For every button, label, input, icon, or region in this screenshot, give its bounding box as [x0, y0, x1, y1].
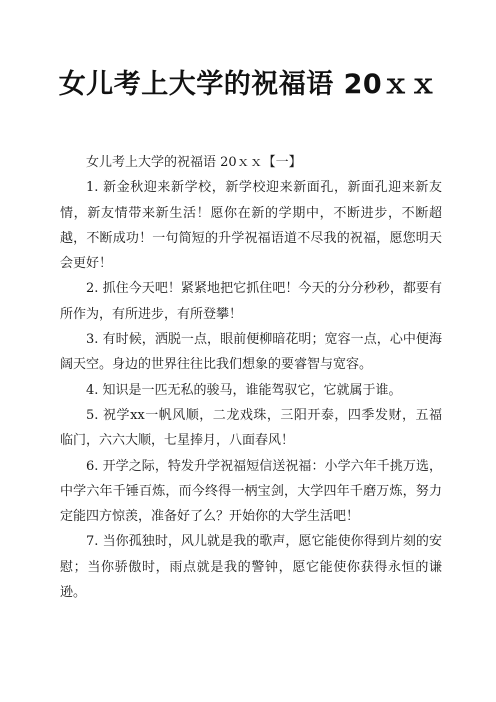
document-body: [60, 150, 442, 605]
document-title: 女儿考上大学的祝福语 20ｘｘ: [58, 69, 438, 100]
paragraph-item-7: 7. 当你孤独时，风儿就是我的歌声，愿它能使你得到片刻的安慰；当你骄傲时，雨点就是我的警钟，愿它能使你获得永恒的谦逊。: [60, 534, 442, 601]
paragraph-item-3: 3. 有时候，洒脱一点，眼前便柳暗花明；宽容一点，心中便海阔天空。身边的世界往往比我们想象的要睿智与宽容。: [60, 332, 442, 373]
subtitle-paragraph: 女儿考上大学的祝福语 20ｘｘ【一】: [86, 155, 302, 170]
paragraph-item-1: 1. 新金秋迎来新学校，新学校迎来新面孔，新面孔迎来新友情，新友情带来新生活！愿你在新的学期中，不断进步，不断超越，不断成功！一句简短的升学祝福语道不尽我的祝福，愿您明天会更好！: [60, 180, 442, 272]
paragraph-item-4: 4. 知识是一匹无私的骏马，谁能驾驭它，它就属于谁。: [86, 382, 402, 398]
paragraph-item-2: 2. 抓住今天吧！紧紧地把它抓住吧！今天的分分秒秒，都要有所作为，有所进步，有所登攀！: [60, 281, 442, 322]
paragraph-item-6: 6. 开学之际，特发升学祝福短信送祝福：小学六年千挑万选，中学六年千锤百炼，而今终得一柄宝剑，大学四年千磨万炼，努力定能四方惊羡，准备好了么？开始你的大学生活吧！: [60, 458, 442, 525]
paragraph-item-5: 5. 祝学xx一帆风顺，二龙戏珠，三阳开泰，四季发财，五福临门，六六大顺，七星捧月，八面春风！: [60, 407, 442, 449]
